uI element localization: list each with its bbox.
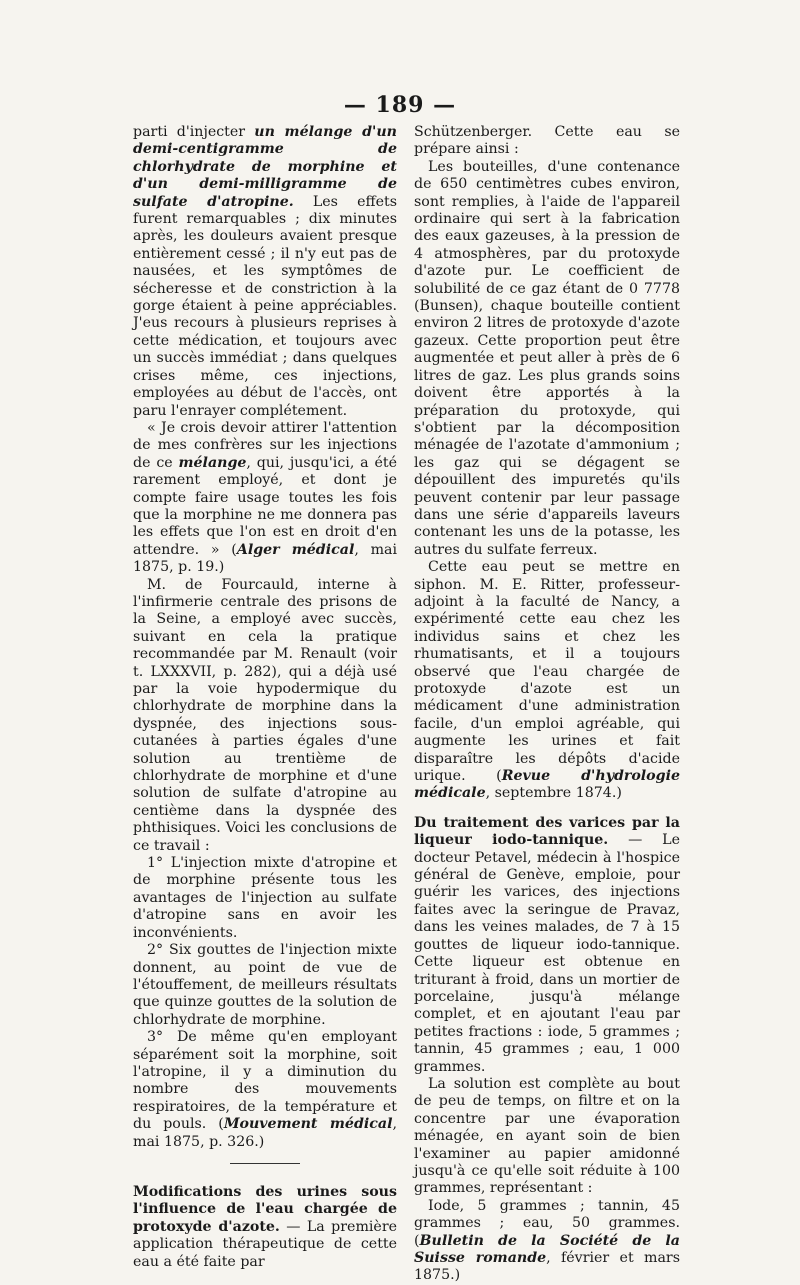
italic-phrase: mélange xyxy=(178,454,247,471)
paragraph: Schützenberger. Cette eau se prépare ainsi : xyxy=(414,124,680,158)
paragraph: 2° Six gouttes de l'injection mixte donnent, au point de vue de l'étouffement, de meilleurs résultats que quinze gouttes de la solution de chlorhydrate de morphine. xyxy=(133,942,397,1028)
source-citation: Alger médical xyxy=(236,541,355,558)
right-column xyxy=(414,124,680,1285)
page-number: — 189 — xyxy=(343,92,457,118)
paragraph: Du traitement des varices par la liqueur iodo-tannique. — Le docteur Petavel, médecin à l'hospice général de Genève, emploie, pour guérir les varices, des injections faites avec la seringue de Pravaz, dans les veines malades, de 7 à 15 gouttes de liqueur iodo-tannique. Cette liqueur est obtenue en triturant à froid, dans un mortier de porcelaine, jusqu'à mélange complet, et en ajoutant l'eau par petites fractions : iode, 5 grammes ; tannin, 45 grammes ; eau, 1 000 grammes. xyxy=(414,814,680,1075)
paragraph: Les bouteilles, d'une contenance de 650 centimètres cubes environ, sont remplies, à l'aide de l'appareil ordinaire qui sert à la fabrication des eaux gazeuses, à la pression de 4 atmosphères, par du protoxyde d'azote pur. Le coefficient de solubilité de ce gaz étant de 0 7778 (Bunsen), chaque bouteille contient environ 2 litres de protoxyde d'azote gazeux. Cette proportion peut être augmentée et peut aller à près de 6 litres de gaz. Les plus grands soins doivent être apportés à la préparation du protoxyde, qui s'obtient par la décomposition ménagée de l'azotate d'ammonium ; les gaz qui se dégagent se dépouillent des impuretés qu'ils peuvent contenir par leur passage dans une série d'appareils laveurs contenant les uns de la potasse, les autres du sulfate ferreux. xyxy=(414,158,680,558)
spacer xyxy=(414,803,680,815)
italic-phrase: un mélange d'un demi-centigramme de chlorhydrate de morphine et d'un demi-milligramme de sulfate d'atropine. xyxy=(133,124,397,210)
left-column xyxy=(133,124,397,1271)
paragraph: M. de Fourcauld, interne à l'infirmerie centrale des prisons de la Seine, a employé avec succès, suivant en cela la pratique recommandée par M. Renault (voir t. LXXXVII, p. 282), qui a déjà usé par la voie hypodermique du chlorhydrate de morphine dans la dyspnée, des injections sous-cutanées à parties égales d'une solution au trentième de chlorhydrate de morphine et d'une solution de sulfate d'atropine au centième dans la dyspnée des phthisiques. Voici les conclusions de ce travail : xyxy=(133,576,397,854)
section-heading: Du traitement des varices par la liqueur iodo-tannique. xyxy=(414,814,680,849)
source-citation: Revue d'hydrologie médicale xyxy=(414,768,680,802)
section-divider xyxy=(230,1163,300,1164)
paragraph: « Je crois devoir attirer l'attention de mes confrères sur les injections de ce mélange, qui, jusqu'ici, a été rarement employé, et dont je compte faire usage toutes les fois que la morphine ne me donnera pas les effets que l'on est en droit d'en attendre. » (Alger médical, mai 1875, p. 19.) xyxy=(133,419,398,576)
source-citation: Bulletin de la Société de la Suisse romande xyxy=(414,1232,680,1266)
section-heading: Modifications des urines sous l'influence de l'eau chargée de protoxyde d'azote. xyxy=(133,1183,397,1235)
paragraph: Modifications des urines sous l'influence de l'eau chargée de protoxyde d'azote. — La première application thérapeutique de cette eau a été faite par xyxy=(133,1183,398,1270)
paragraph: 3° De même qu'en employant séparément soit la morphine, soit l'atropine, il y a diminution du nombre des mouvements respiratoires, de la température et du pouls. (Mouvement médical, mai 1875, p. 326.) xyxy=(133,1029,397,1150)
paragraph: Cette eau peut se mettre en siphon. M. E. Ritter, professeur-adjoint à la faculté de Nancy, a expérimenté cette eau chez les individus sains et chez les rhumatisants, et il a toujours observé que l'eau chargée de protoxyde d'azote est un médicament d'une administration facile, d'un emploi agréable, qui augmente les urines et fait disparaître les dépôts d'acide urique. (Revue d'hydrologie médicale, septembre 1874.) xyxy=(414,559,680,802)
paragraph: 1° L'injection mixte d'atropine et de morphine présente tous les avantages de l'injection au sulfate d'atropine sans en avoir les inconvénients. xyxy=(133,855,397,941)
paragraph: La solution est complète au bout de peu de temps, on filtre et on la concentre par une évaporation ménagée, en ayant soin de bien l'examiner au papier amidonné jusqu'à ce qu'elle soit réduite à 100 grammes, représentant : xyxy=(414,1075,680,1197)
paragraph: parti d'injecter un mélange d'un demi-centigramme de chlorhydrate de morphine et d'un demi-milligramme de sulfate d'atropine. Les effets furent remarquables ; dix minutes après, les douleurs avaient presque entièrement cessé ; il n'y eut pas de nausées, et les symptômes de sécheresse et de constriction à la gorge étaient à peine appréciables. J'eus recours à plusieurs reprises à cette médication, et toujours avec un succès immédiat ; dans quelques crises même, ces injections, employées au début de l'accès, ont paru l'enrayer complétement. xyxy=(133,124,397,419)
source-citation: Mouvement médical xyxy=(223,1116,393,1133)
paragraph: Iode, 5 grammes ; tannin, 45 grammes ; eau, 50 grammes. (Bulletin de la Société de la Suisse romande, février et mars 1875.) xyxy=(414,1197,680,1284)
